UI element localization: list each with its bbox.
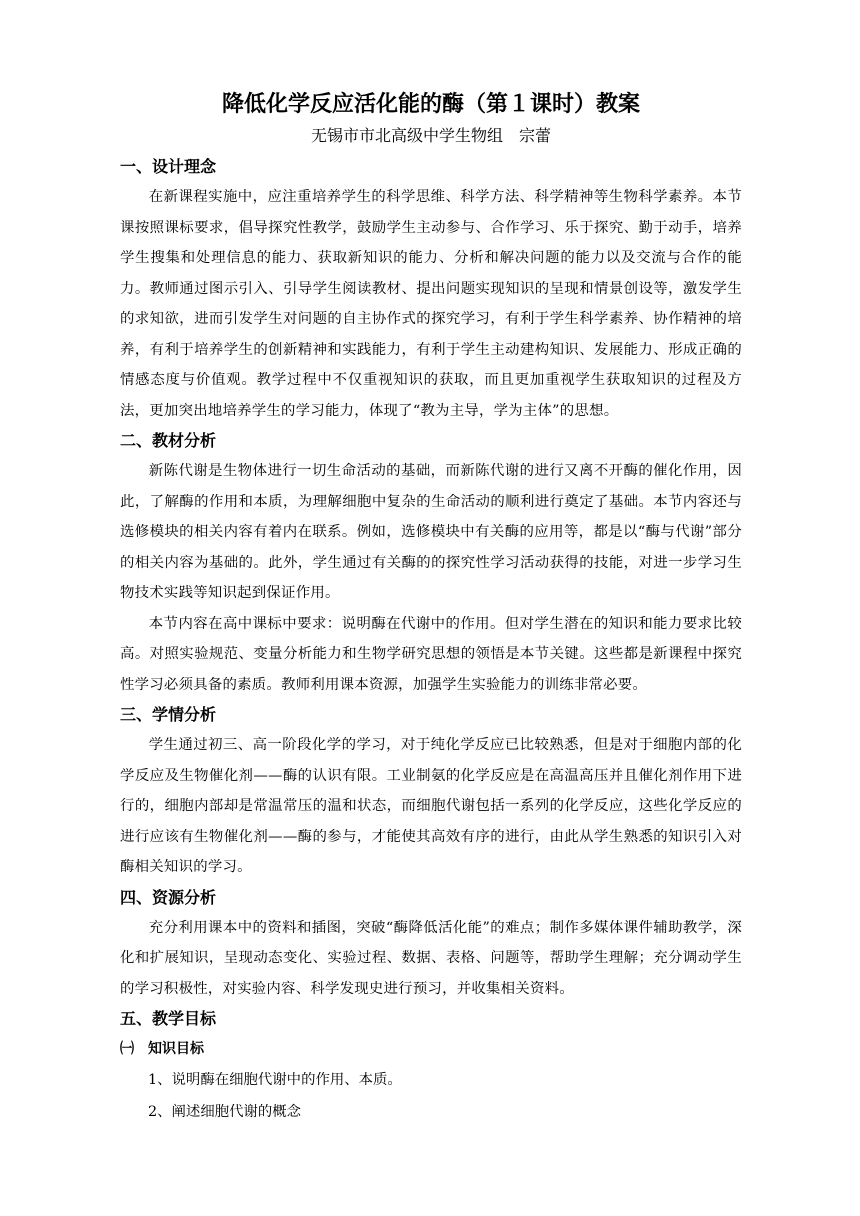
objective-item: 2、阐述细胞代谢的概念 xyxy=(148,1104,302,1120)
section-heading: 一、设计理念 xyxy=(120,157,217,176)
section-design-concept xyxy=(120,152,742,426)
knowledge-objectives-heading: ㈠ 知识目标 xyxy=(120,1041,204,1057)
section-heading: 五、教学目标 xyxy=(120,1009,217,1028)
document-body xyxy=(120,88,742,1128)
section-heading: 四、资源分析 xyxy=(120,887,217,907)
paragraph: 新陈代谢是生物体进行一切生命活动的基础，而新陈代谢的进行又离不开酶的催化作用，因此，了解酶的作用和本质，为理解细胞中复杂的生命活动的顺利进行奠定了基础。本节内容还与选修模块的相关内容有着内在联系。例如，选修模块中有关酶的应用等，都是以“酶与代谢”部分的相关内容为基础的。此外，学生通过有关酶的的探究性学习活动获得的技能，对进一步学习生物技术实践等知识起到保证作用。 xyxy=(120,463,742,601)
paragraph: 充分利用课本中的资料和插图，突破“酶降低活化能”的难点；制作多媒体课件辅助教学，深化和扩展知识，呈现动态变化、实验过程、数据、表格、问题等，帮助学生理解；充分调动学生的学习积极性，对实验内容、科学发现史进行预习，并收集相关资料。 xyxy=(120,919,742,997)
section-student-analysis xyxy=(120,700,742,883)
paragraph: 学生通过初三、高一阶段化学的学习，对于纯化学反应已比较熟悉，但是对于细胞内部的化学反应及生物催化剂——酶的认识有限。工业制氨的化学反应是在高温高压并且催化剂作用下进行的，细胞内部却是常温常压的温和状态，而细胞代谢包括一系列的化学反应，这些化学反应的进行应该有生物催化剂——酶的参与，才能使其高效有序的进行，由此从学生熟悉的知识引入对酶相关知识的学习。 xyxy=(120,737,742,875)
section-teaching-objectives xyxy=(120,1004,742,1128)
paragraph: 在新课程实施中，应注重培养学生的科学思维、科学方法、科学精神等生物科学素养。本节课按照课标要求，倡导探究性教学，鼓励学生主动参与、合作学习、乐于探究、勤于动手，培养学生搜集和处理信息的能力、获取新知识的能力、分析和解决问题的能力以及交流与合作的能力。教师通过图示引入、引导学生阅读教材、提出问题实现知识的呈现和情景创设等，激发学生的求知欲，进而引发学生对问题的自主协作式的探究学习，有利于学生科学素养、协作精神的培养，有利于培养学生的创新精神和实践能力，有利于学生主动建构知识、发展能力、形成正确的情感态度与价值观。教学过程中不仅重视知识的获取，而且更加重视学生获取知识的过程及方法，更加突出地培养学生的学习能力，体现了“教为主导，学为主体”的思想。 xyxy=(120,189,742,419)
section-resource-analysis xyxy=(120,883,742,1005)
section-heading: 三、学情分析 xyxy=(120,705,217,724)
section-textbook-analysis xyxy=(120,426,742,700)
objective-item: 1、说明酶在细胞代谢中的作用、本质。 xyxy=(148,1072,402,1088)
document-author: 无锡市市北高级中学生物组 宗蕾 xyxy=(310,126,551,145)
section-heading: 二、教材分析 xyxy=(120,431,217,450)
document-title: 降低化学反应活化能的酶（第１课时）教案 xyxy=(221,92,640,117)
paragraph: 本节内容在高中课标中要求：说明酶在代谢中的作用。但对学生潜在的知识和能力要求比较高。对照实验规范、变量分析能力和生物学研究思想的领悟是本节关键。这些都是新课程中探究性学习必须具备的素质。教师利用课本资源，加强学生实验能力的训练非常必要。 xyxy=(120,615,742,693)
